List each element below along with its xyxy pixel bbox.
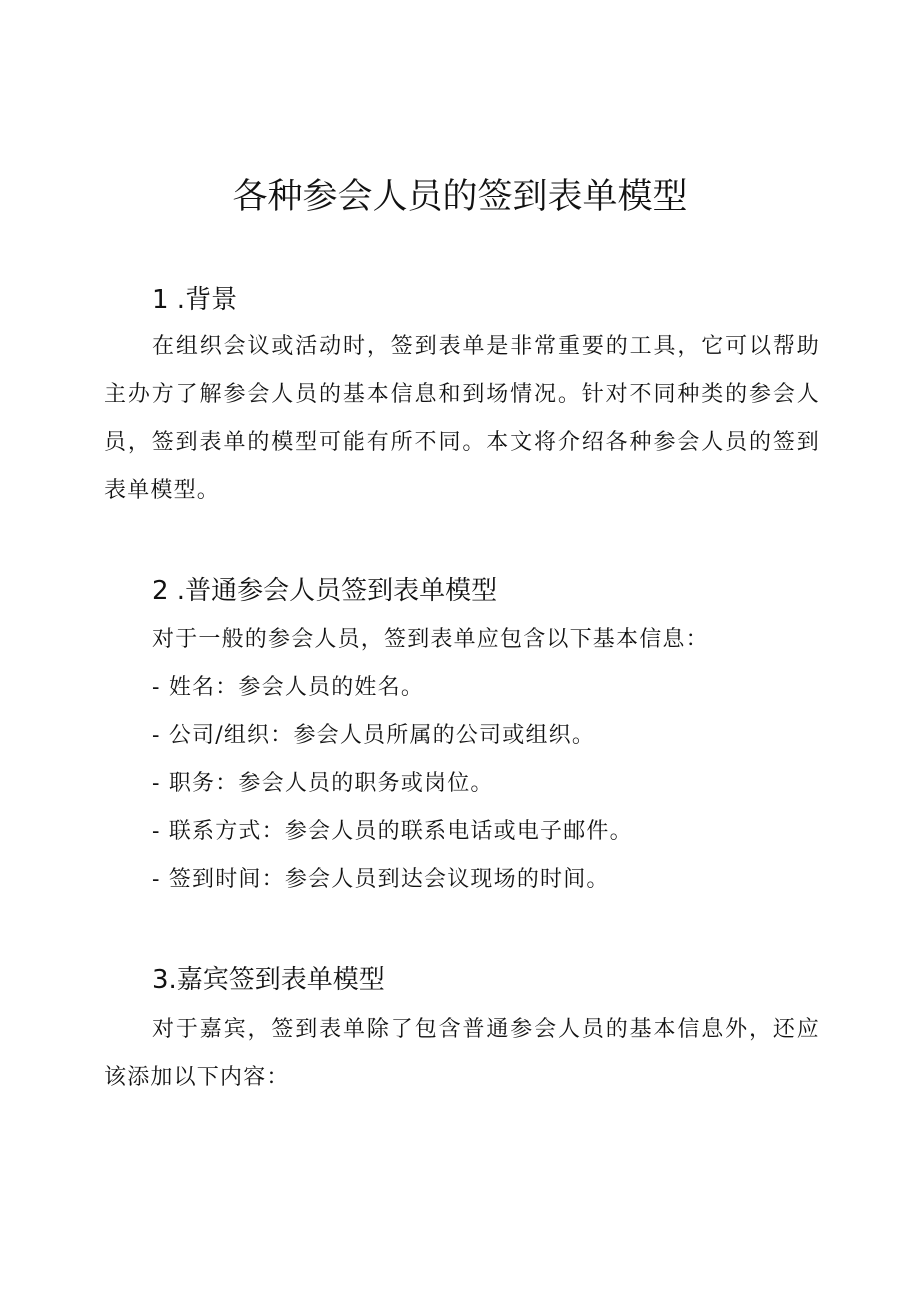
list-item: - 姓名：参会人员的姓名。 — [152, 675, 425, 700]
section-heading-background: 1 .背景 — [152, 285, 238, 315]
list-item: - 公司/组织：参会人员所属的公司或组织。 — [152, 723, 596, 748]
document-title: 各种参会人员的签到表单模型 — [232, 177, 688, 217]
general-attendee-fields-list — [152, 664, 633, 904]
list-item: - 职务：参会人员的职务或岗位。 — [152, 771, 494, 796]
section-paragraph-general-attendees: 对于一般的参会人员，签到表单应包含以下基本信息： — [152, 627, 709, 652]
list-item: - 签到时间：参会人员到达会议现场的时间。 — [152, 867, 610, 892]
section-heading-general-attendees: 2 .普通参会人员签到表单模型 — [152, 576, 498, 606]
section-heading-guests: 3.嘉宾签到表单模型 — [152, 965, 385, 995]
section-paragraph-guests: 对于嘉宾，签到表单除了包含普通参会人员的基本信息外，还应该添加以下内容： — [104, 1017, 820, 1090]
list-item: - 联系方式：参会人员的联系电话或电子邮件。 — [152, 819, 633, 844]
section-paragraph-background: 在组织会议或活动时，签到表单是非常重要的工具，它可以帮助主办方了解参会人员的基本信息和到场情况。针对不同种类的参会人员，签到表单的模型可能有所不同。本文将介绍各种参会人员的签到表单模型。 — [104, 334, 820, 503]
